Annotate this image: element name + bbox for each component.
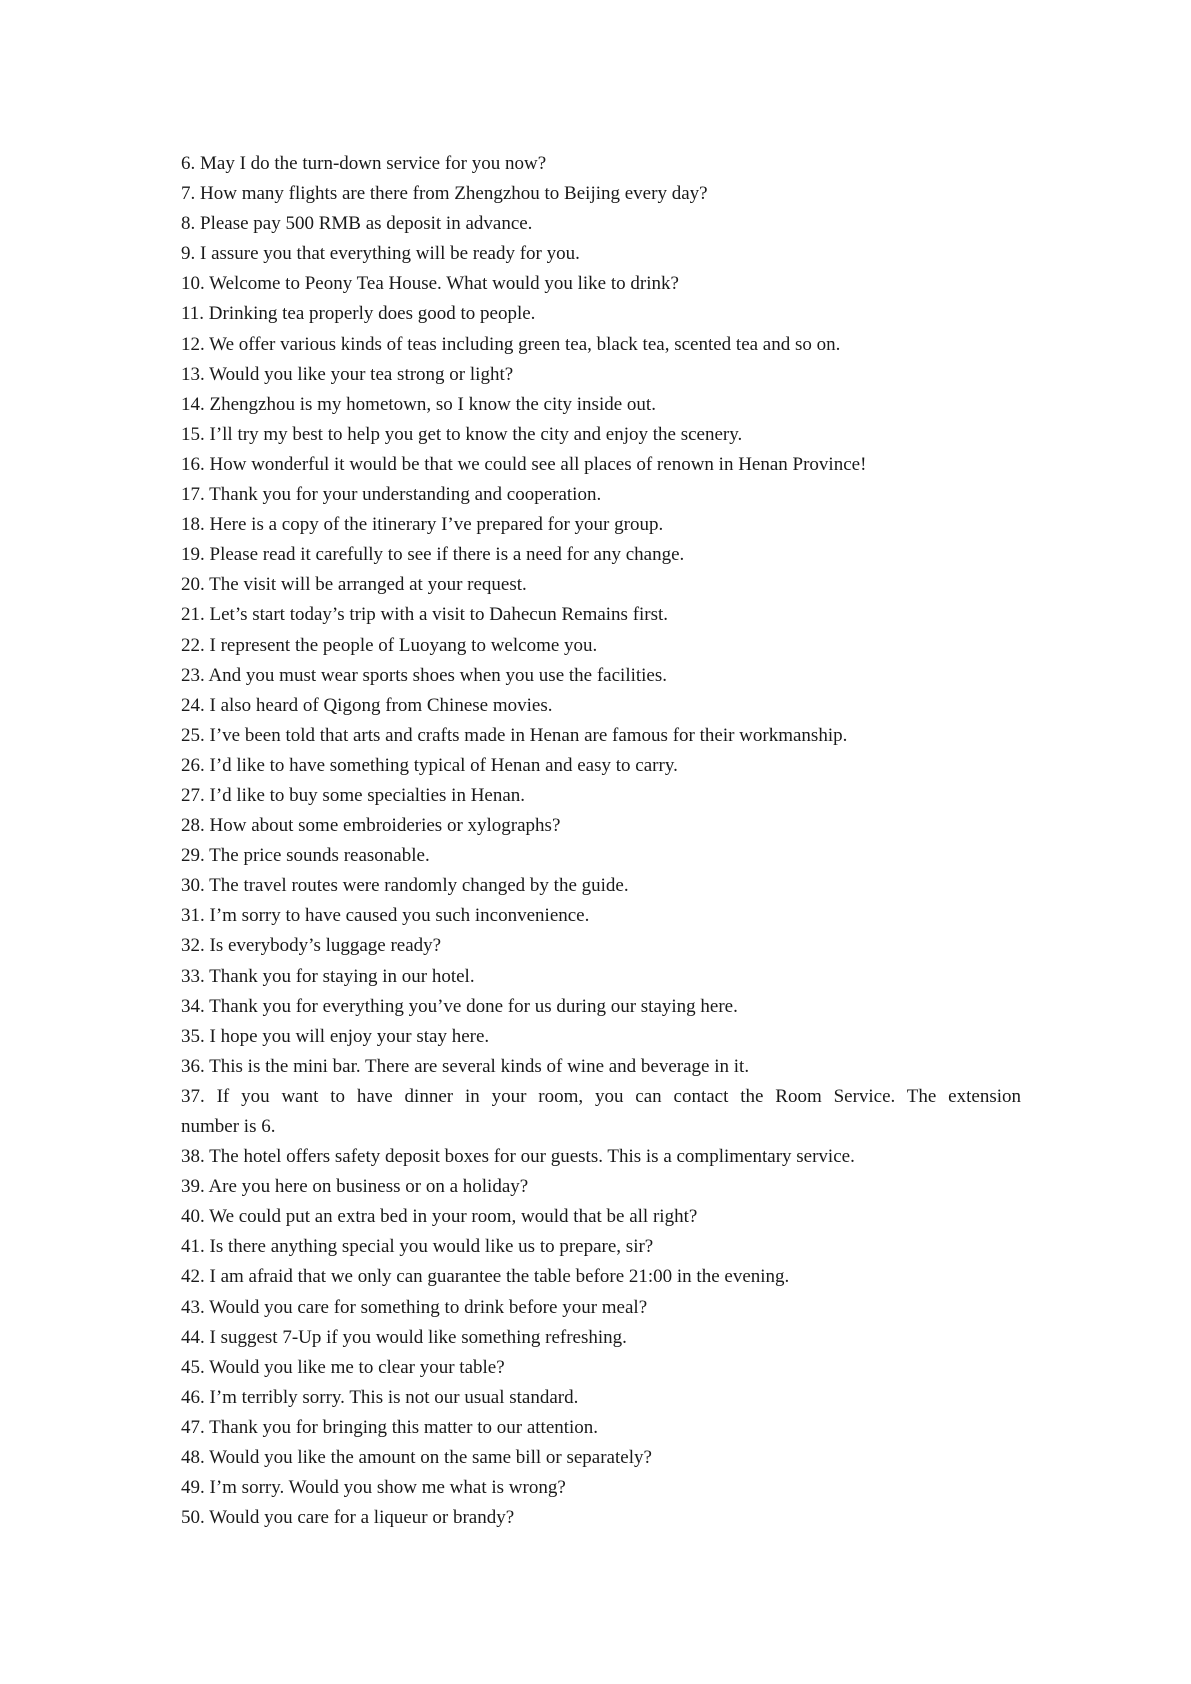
sentence-line: 34. Thank you for everything you’ve done for us during our staying here. [181,995,738,1017]
sentence-line: 14. Zhengzhou is my hometown, so I know the city inside out. [181,393,656,415]
sentence-line: 39. Are you here on business or on a holiday? [181,1176,529,1198]
sentence-line: 10. Welcome to Peony Tea House. What would you like to drink? [181,273,679,295]
sentence-line: 17. Thank you for your understanding and cooperation. [181,484,602,506]
sentence-line: 26. I’d like to have something typical of Henan and easy to carry. [181,754,678,776]
sentence-line: 12. We offer various kinds of teas including green tea, black tea, scented tea and so on. [181,333,841,355]
sentence-line: 43. Would you care for something to drink before your meal? [181,1296,648,1318]
sentence-line: 32. Is everybody’s luggage ready? [181,935,442,957]
sentence-line: 30. The travel routes were randomly changed by the guide. [181,875,629,897]
sentence-line: 28. How about some embroideries or xylographs? [181,815,561,837]
sentence-line: 33. Thank you for staying in our hotel. [181,965,475,987]
sentence-line: 7. How many flights are there from Zhengzhou to Beijing every day? [181,183,708,205]
sentence-line: 11. Drinking tea properly does good to people. [181,303,536,325]
sentence-line: 29. The price sounds reasonable. [181,845,430,867]
sentence-line: 46. I’m terribly sorry. This is not our usual standard. [181,1386,579,1408]
sentence-line: 18. Here is a copy of the itinerary I’ve prepared for your group. [181,514,664,536]
sentence-line-wrapped-continuation: number is 6. [181,1116,276,1137]
sentence-line: 50. Would you care for a liqueur or brandy? [181,1507,515,1529]
sentence-line: 21. Let’s start today’s trip with a visit to Dahecun Remains first. [181,604,669,626]
sentence-line: 31. I’m sorry to have caused you such inconvenience. [181,905,590,927]
sentence-line: 47. Thank you for bringing this matter to our attention. [181,1416,599,1438]
sentence-line: 25. I’ve been told that arts and crafts made in Henan are famous for their workmanship. [181,724,848,746]
sentence-line: 8. Please pay 500 RMB as deposit in advance. [181,213,533,235]
sentence-line: 49. I’m sorry. Would you show me what is wrong? [181,1477,566,1499]
sentence-line: 42. I am afraid that we only can guarantee the table before 21:00 in the evening. [181,1266,790,1288]
sentence-line: 13. Would you like your tea strong or light? [181,363,514,385]
sentence-line: 40. We could put an extra bed in your room, would that be all right? [181,1206,698,1228]
sentence-list [181,149,1021,1533]
sentence-line: 24. I also heard of Qigong from Chinese movies. [181,694,553,716]
sentence-line: 15. I’ll try my best to help you get to know the city and enjoy the scenery. [181,423,743,445]
sentence-line: 38. The hotel offers safety deposit boxes for our guests. This is a complimentary service. [181,1146,855,1168]
sentence-line: 22. I represent the people of Luoyang to welcome you. [181,634,598,656]
sentence-line: 19. Please read it carefully to see if there is a need for any change. [181,544,685,566]
sentence-line: 41. Is there anything special you would like us to prepare, sir? [181,1236,654,1258]
sentence-line: 36. This is the mini bar. There are several kinds of wine and beverage in it. [181,1055,750,1077]
sentence-line: 35. I hope you will enjoy your stay here. [181,1025,490,1047]
sentence-line: 16. How wonderful it would be that we could see all places of renown in Henan Province! [181,453,867,475]
sentence-line-wrapped-first: 37. If you want to have dinner in your room, you can contact the Room Service. The extension [181,1085,1021,1107]
sentence-line: 23. And you must wear sports shoes when you use the facilities. [181,664,668,686]
sentence-line: 48. Would you like the amount on the same bill or separately? [181,1447,652,1469]
sentence-line: 44. I suggest 7-Up if you would like something refreshing. [181,1326,627,1348]
sentence-line: 27. I’d like to buy some specialties in Henan. [181,784,526,806]
sentence-line: 6. May I do the turn-down service for you now? [181,153,547,174]
sentence-line: 45. Would you like me to clear your table? [181,1356,505,1378]
sentence-line: 20. The visit will be arranged at your request. [181,574,527,596]
sentence-line: 9. I assure you that everything will be ready for you. [181,243,580,265]
